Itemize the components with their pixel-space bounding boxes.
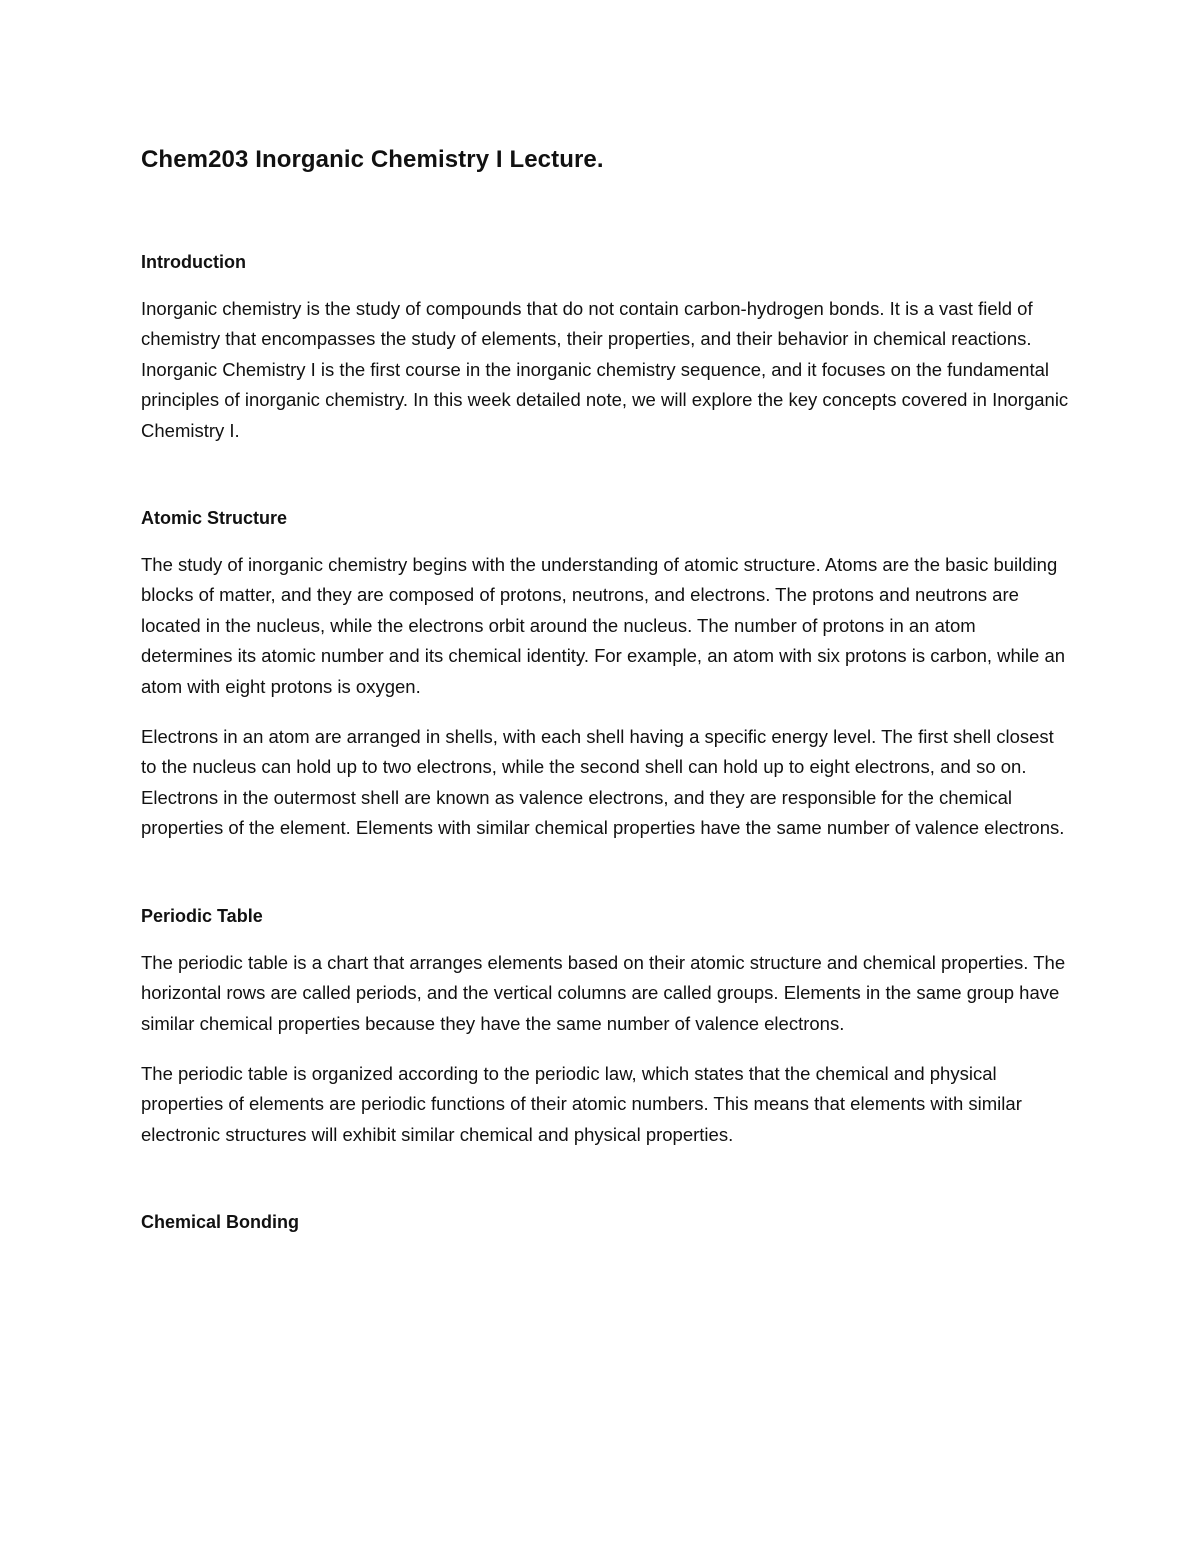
section-atomic-structure — [141, 504, 1071, 844]
section-heading-chemical-bonding: Chemical Bonding — [141, 1212, 300, 1233]
section-heading-atomic-structure: Atomic Structure — [141, 508, 288, 529]
document-title: Chem203 Inorganic Chemistry I Lecture. — [141, 146, 604, 173]
paragraph-periodic-table-1: The periodic table is a chart that arranges elements based on their atomic structure and chemical properties. The horizontal rows are called periods, and the vertical columns are called groups. Elements in the same group have similar chemical properties because they have the same number of valence electrons. — [141, 951, 1066, 1034]
section-chemical-bonding — [141, 1208, 1071, 1236]
paragraph-introduction-1: Inorganic chemistry is the study of compounds that do not contain carbon-hydrogen bonds. It is a vast field of chemistry that encompasses the study of elements, their properties, and their behavior in chemical reactions. Inorganic Chemistry I is the first course in the inorganic chemistry sequence, and it focuses on the fundamental principles of inorganic chemistry. In this week detailed note, we will explore the key concepts covered in Inorganic Chemistry I. — [141, 298, 1069, 441]
paragraph-periodic-table-2: The periodic table is organized according to the periodic law, which states that the chemical and physical properties of elements are periodic functions of their atomic numbers. This means that elements with similar electronic structures will exhibit similar chemical and physical properties. — [141, 1062, 1022, 1145]
document-body — [141, 140, 1071, 1254]
section-periodic-table — [141, 902, 1071, 1150]
section-heading-introduction: Introduction — [141, 252, 246, 272]
paragraph-atomic-structure-2: Electrons in an atom are arranged in shells, with each shell having a specific energy level. The first shell closest to the nucleus can hold up to two electrons, while the second shell can hold up to eight electrons, and so on. Electrons in the outermost shell are known as valence electrons, and they are responsible for the chemical properties of the element. Elements with similar chemical properties have the same number of valence electrons. — [141, 726, 1065, 839]
section-heading-periodic-table: Periodic Table — [141, 905, 263, 926]
section-introduction — [141, 248, 1071, 446]
paragraph-atomic-structure-1: The study of inorganic chemistry begins with the understanding of atomic structure. Atoms are the basic building blocks of matter, and they are composed of protons, neutrons, and electrons. The protons and neutrons are located in the nucleus, while the electrons orbit around the nucleus. The number of protons in an atom determines its atomic number and its chemical identity. For example, an atom with six protons is carbon, while an atom with eight protons is oxygen. — [141, 554, 1066, 697]
